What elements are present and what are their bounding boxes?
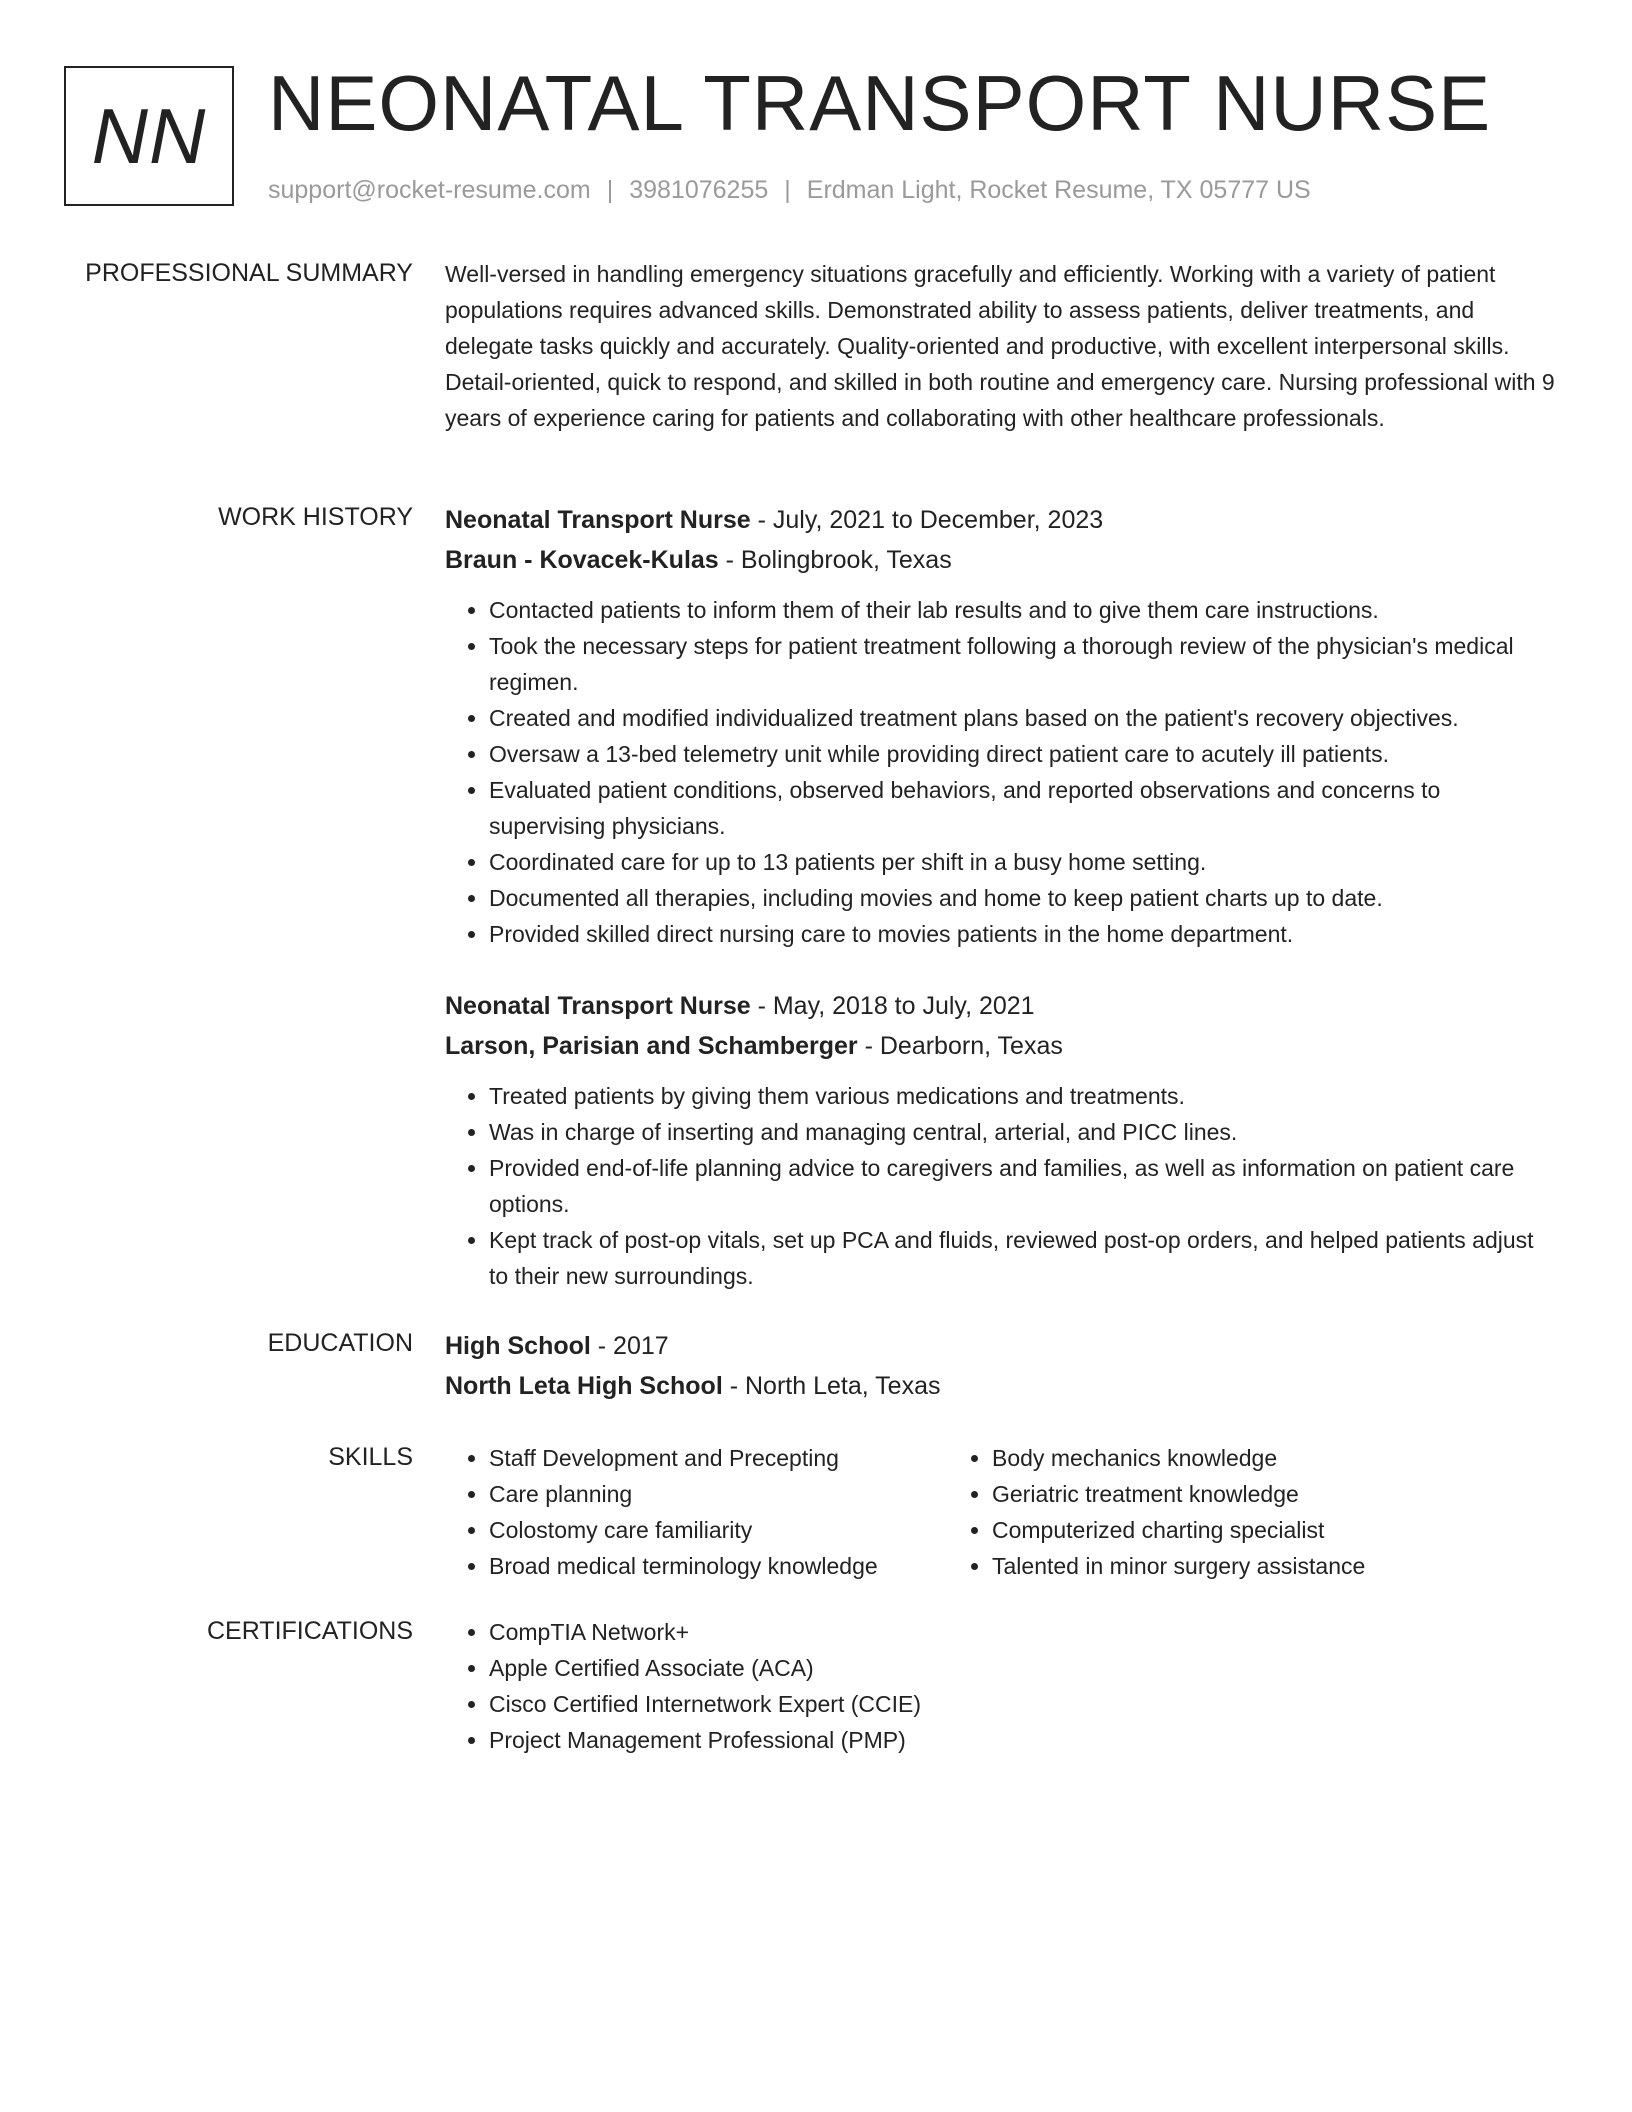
job-title: Neonatal Transport Nurse	[445, 506, 751, 534]
section-label-summary: PROFESSIONAL SUMMARY	[85, 259, 413, 287]
section-label-certifications: CERTIFICATIONS	[206, 1617, 413, 1645]
summary-text: Well-versed in handling emergency situations gracefully and efficiently. Working with a variety of patient populations requires advanced skills. Demonstrated ability to assess patients, deliver treatments, and delegate tasks quickly and accurately. Quality-oriented and productive, with excellent interpersonal skills. Detail-oriented, quick to respond, and skilled in both routine and emergency care. Nursing professional with 9 years of experience caring for patients and collaborating with other healthcare professionals.	[445, 261, 1555, 431]
list-item: • Care planning	[489, 1476, 948, 1512]
job-company-line	[445, 1026, 1555, 1066]
job-company: Braun - Kovacek-Kulas	[445, 546, 719, 574]
education-year: - 2017	[590, 1332, 669, 1360]
list-item: • Provided skilled direct nursing care to movies patients in the home department.	[489, 916, 1555, 952]
skills-columns	[445, 1440, 1555, 1584]
job-entry	[445, 986, 1555, 1294]
summary-body	[445, 256, 1555, 436]
list-item: • Contacted patients to inform them of their lab results and to give them care instructions.	[489, 592, 1555, 628]
work-body	[445, 500, 1555, 1294]
list-item: • Staff Development and Precepting	[489, 1440, 948, 1476]
contact-separator: |	[784, 176, 791, 204]
job-title: Neonatal Transport Nurse	[445, 992, 751, 1020]
job-dates: - May, 2018 to July, 2021	[750, 992, 1035, 1020]
skills-list-right	[948, 1440, 1451, 1584]
job-title-line	[445, 500, 1555, 540]
certifications-body	[445, 1614, 1555, 1758]
education-body	[445, 1326, 1555, 1406]
list-item: • Computerized charting specialist	[992, 1512, 1451, 1548]
list-item: • Talented in minor surgery assistance	[992, 1548, 1451, 1584]
list-item: • Body mechanics knowledge	[992, 1440, 1451, 1476]
job-entry	[445, 500, 1555, 952]
list-item: • Project Management Professional (PMP)	[489, 1722, 1555, 1758]
job-dates: - July, 2021 to December, 2023	[750, 506, 1104, 534]
list-item: • Oversaw a 13-bed telemetry unit while providing direct patient care to acutely ill patients.	[489, 736, 1555, 772]
education-location: - North Leta, Texas	[722, 1372, 941, 1400]
job-location: - Dearborn, Texas	[857, 1032, 1063, 1060]
list-item: • Documented all therapies, including movies and home to keep patient charts up to date.	[489, 880, 1555, 916]
list-item: • Broad medical terminology knowledge	[489, 1548, 948, 1584]
list-item: • Apple Certified Associate (ACA)	[489, 1650, 1555, 1686]
job-company: Larson, Parisian and Schamberger	[445, 1032, 858, 1060]
job-company-line	[445, 540, 1555, 580]
contact-email: support@rocket-resume.com	[268, 176, 591, 204]
education-degree-line	[445, 1326, 1555, 1366]
list-item: • Provided end-of-life planning advice to caregivers and families, as well as information on patient care options.	[489, 1150, 1555, 1222]
contact-address: Erdman Light, Rocket Resume, TX 05777 US	[806, 176, 1311, 204]
list-item: • CompTIA Network+	[489, 1614, 1555, 1650]
section-label-skills: SKILLS	[328, 1443, 413, 1471]
list-item: • Took the necessary steps for patient treatment following a thorough review of the physician's medical regimen.	[489, 628, 1555, 700]
list-item: • Was in charge of inserting and managing central, arterial, and PICC lines.	[489, 1114, 1555, 1150]
list-item: • Evaluated patient conditions, observed behaviors, and reported observations and concerns to supervising physicians.	[489, 772, 1555, 844]
list-item: • Geriatric treatment knowledge	[992, 1476, 1451, 1512]
section-label-work: WORK HISTORY	[218, 503, 413, 531]
contact-line	[268, 174, 1311, 206]
job-location: - Bolingbrook, Texas	[718, 546, 952, 574]
list-item: • Coordinated care for up to 13 patients per shift in a busy home setting.	[489, 844, 1555, 880]
page-title: NEONATAL TRANSPORT NURSE	[268, 59, 1492, 147]
monogram-logo: NN	[64, 66, 234, 206]
section-label-education: EDUCATION	[267, 1329, 413, 1357]
education-school: North Leta High School	[445, 1372, 723, 1400]
skills-body	[445, 1440, 1555, 1584]
list-item: • Created and modified individualized treatment plans based on the patient's recovery objectives.	[489, 700, 1555, 736]
contact-separator: |	[606, 176, 614, 204]
education-school-line	[445, 1366, 1555, 1406]
list-item: • Treated patients by giving them various medications and treatments.	[489, 1078, 1555, 1114]
skills-list-left	[445, 1440, 948, 1584]
certifications-list	[445, 1614, 1555, 1758]
list-item: • Colostomy care familiarity	[489, 1512, 948, 1548]
contact-phone: 3981076255	[629, 176, 769, 204]
list-item: • Cisco Certified Internetwork Expert (CCIE)	[489, 1686, 1555, 1722]
education-degree: High School	[445, 1332, 591, 1360]
job-bullets	[445, 592, 1555, 952]
job-title-line	[445, 986, 1555, 1026]
list-item: • Kept track of post-op vitals, set up PCA and fluids, reviewed post-op orders, and helped patients adjust to their new surroundings.	[489, 1222, 1555, 1294]
job-bullets	[445, 1078, 1555, 1294]
